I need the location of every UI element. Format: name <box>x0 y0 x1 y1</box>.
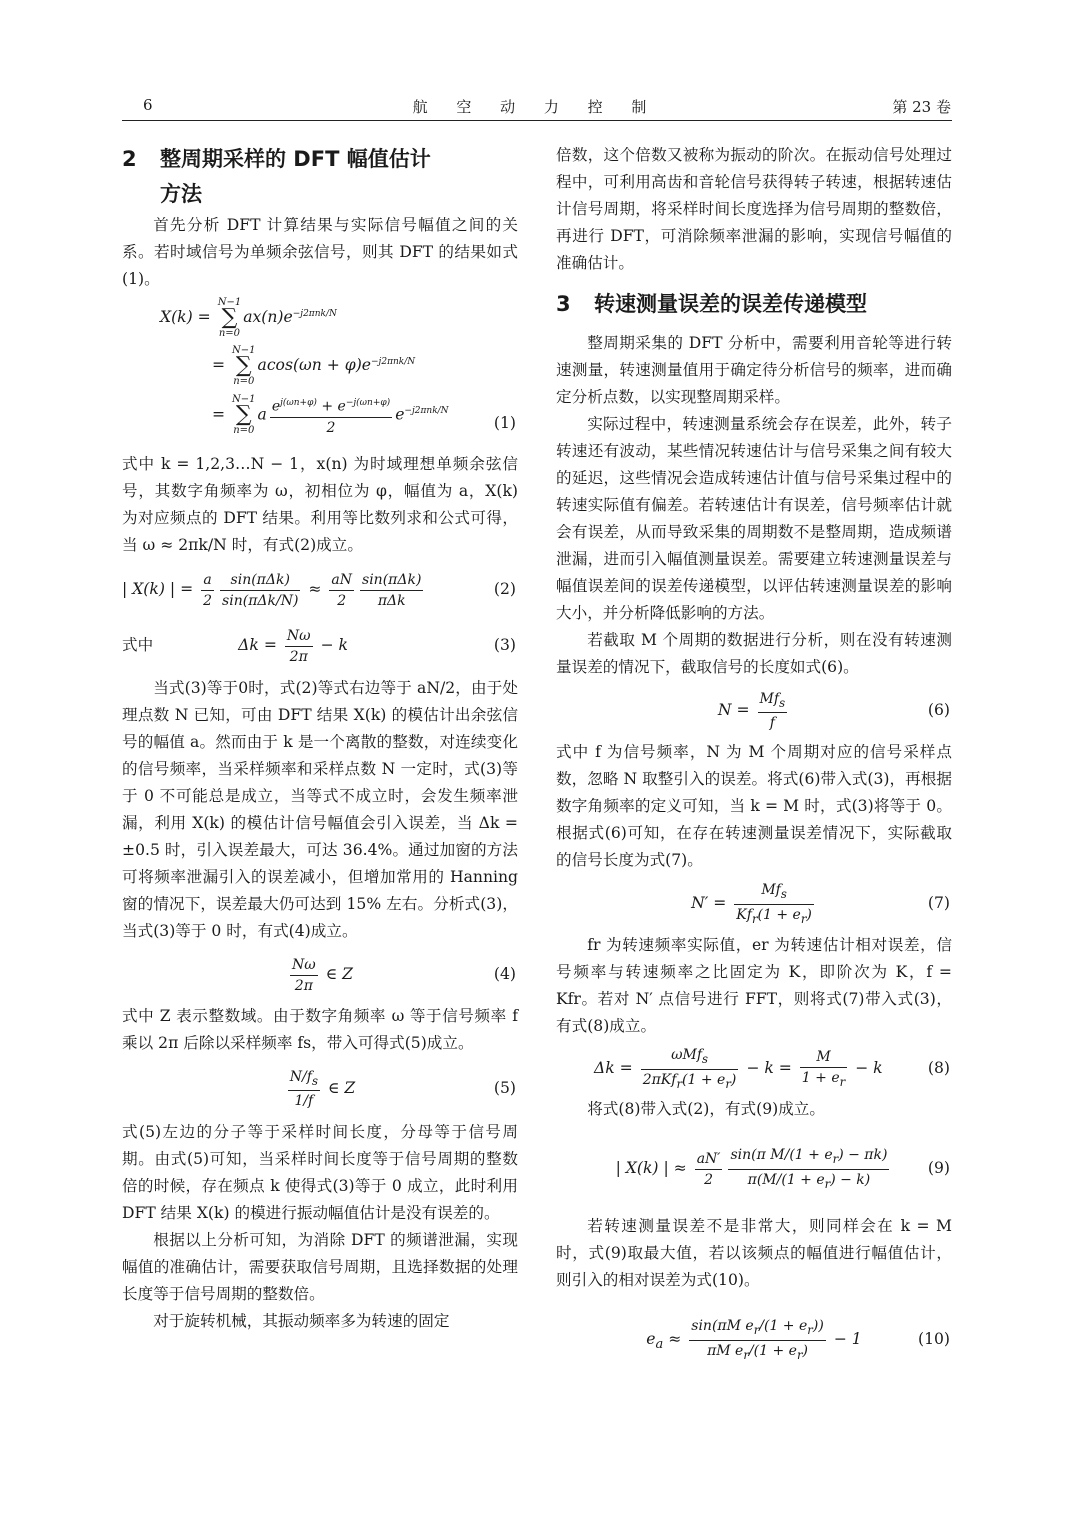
right-column <box>556 142 952 1384</box>
volume-label: 第 23 卷 <box>892 98 951 116</box>
page-number: 6 <box>143 96 153 114</box>
paragraph: 将式(8)带入式(2)，有式(9)成立。 <box>587 1100 825 1118</box>
paragraph: 实际过程中，转速测量系统会存在误差，此外，转子转速还有波动，某些情况转速估计与信号采集之间有较大的延迟，这些情况会造成转速估计值与信号采集过程中的转速实际值有偏差。若转速估计有误差，信号频率估计就会有误差，从而导致采集的周期数不是整周期，造成频谱泄漏，进而引入幅值测量误差。需要建立转速测量误差与幅值误差间的误差传递模型，以评估转速测量误差的影响大小，并分析降低影响的方法。 <box>556 415 952 622</box>
paragraph: 式中 k = 1,2,3…N − 1，x(n) 为时域理想单频余弦信号，其数字角频率为 ω，初相位为 φ，幅值为 a，X(k) 为对应频点的 DFT 结果。利用等比数列求和公式可得，当 ω ≈ 2πk/N 时，有式(2)成立。 <box>122 455 518 554</box>
equation-5: $\frac{N/f_s}{1/f}$ ∈ Z (5) <box>289 1068 516 1110</box>
paragraph: fr 为转速频率实际值，er 为转速估计相对误差，信号频率与转速频率之比固定为 K，即阶次为 K，f = Kfr。若对 N′ 点信号进行 FFT，则将式(7)带入式(3)，有式(8)成立。 <box>556 936 952 1035</box>
equation-8: Δk = $\frac{\omega Mf_s}{2\pi Kf_r(1 + e_r)}$ − k = $\frac{M}{1 + e_r}$ − k (8) <box>594 1046 950 1091</box>
equation-4: $\frac{N\omega}{2\pi}$ ∈ Z (4) <box>292 956 516 994</box>
paragraph: 式(5)左边的分子等于采样时间长度，分母等于信号周期。由式(5)可知，当采样时间长度等于信号周期的整数倍的时候，存在频点 k 使得式(3)等于 0 成立，此时利用 DFT 结果 X(k) 的模进行振动幅值估计是没有误差的。 <box>122 1123 518 1222</box>
journal-title: 航 空 动 力 控 制 <box>412 98 659 116</box>
paragraph: 对于旋转机械，其振动频率多为转速的固定 <box>153 1312 450 1330</box>
paragraph: 当式(3)等于0时，式(2)等式右边等于 aN/2，由于处理点数 N 已知，可由 DFT 结果 X(k) 的模估计出余弦信号的幅值 a。然而由于 k 是一个离散的整数，对连续变化的信号频率，当采样频率和采样点数 N 一定时，式(3)等于 0 不可能总是成立，当等式不成立时，会发生频率泄漏，利用 X(k) 的模估计信号幅值会引入误差，当 Δk = ±0.5 时，引入误差最大，可达 36.4%。通过加窗的方法可将频率泄漏引入的误差减小，但增加常用的 Hanning 窗的情况下，误差最大仍可达到 15% 左右。分析式(3)，当式(3)等于 0 时，有式(4)成立。 <box>122 679 518 940</box>
equation-6: N = $\frac{Mf_s}{f}$ (6) <box>717 690 950 732</box>
paragraph: 首先分析 DFT 计算结果与实际信号幅值之间的关系。若时域信号为单频余弦信号，则其 DFT 的结果如式(1)。 <box>122 216 518 288</box>
equation-10: $e_a$ ≈ $\frac{\sin(\pi M e_r/(1 + e_r))}{\pi M e_r/(1 + e_r)}$ − 1 (10) <box>646 1317 950 1362</box>
equation-9: | X(k) | ≈ $\frac{aN'}{2}$ $\frac{\sin(\pi M/(1 + e_r) - \pi k)}{\pi(M/(1 + e_r) - k)}$ (9) <box>615 1146 950 1191</box>
paragraph: 式中 f 为信号频率，N 为 M 个周期对应的信号采样点数，忽略 N 取整引入的误差。将式(6)带入式(3)，再根据数字角频率的定义可知，当 k = M 时，式(3)将等于 0。根据式(6)可知，在存在转速测量误差情况下，实际截取的信号长度为式(7)。 <box>556 743 952 869</box>
equation-3: 式中 Δk = $\frac{N\omega}{2\pi}$ − k (3) <box>122 627 516 665</box>
equation-2: | X(k) | = $\frac{a}{2}$ $\frac{\text{sin(πΔk)}}{\text{sin(πΔk/N)}}$ ≈ $\frac{aN}{2}$ $\frac{\text{sin(πΔk)}}{\text{πΔk}}$ (2) <box>122 571 516 609</box>
paragraph: 若转速测量误差不是非常大，则同样会在 k = M 时，式(9)取最大值，若以该频点的幅值进行幅值估计，则引入的相对误差为式(10)。 <box>556 1217 952 1289</box>
section-3-heading: 3 转速测量误差的误差传递模型 <box>556 292 867 316</box>
paragraph: 整周期采集的 DFT 分析中，需要利用音轮等进行转速测量，转速测量值用于确定待分析信号的频率，进而确定分析点数，以实现整周期采样。 <box>556 334 952 406</box>
paragraph: 根据以上分析可知，为消除 DFT 的频谱泄漏，实现幅值的准确估计，需要获取信号周期，且选择数据的处理长度等于信号周期的整数倍。 <box>122 1231 518 1303</box>
paragraph: 倍数，这个倍数又被称为振动的阶次。在振动信号处理过程中，可利用高齿和音轮信号获得转子转速，根据转速估计信号周期，将采样时间长度选择为信号周期的整数倍，再进行 DFT，可消除频率泄漏的影响，实现信号幅值的准确估计。 <box>556 146 952 272</box>
equation-1: X(k) = N−1 ∑ $n=0ax(n)e^{-j2\pi nk/N}$ = N−1 ∑ $n=0acos(\omega n + \varphi)e^{-j2\pi nk/N}$ = N−1 ∑ n=0a $\frac{e^{j(\omega n+\varphi)} + e^{-j(\omega n+\varphi)}}{2}$ $e^{-j2\pi nk/N}$ (1) <box>160 297 516 437</box>
section-2-heading: 2 整周期采样的 DFT 幅值估计 方法 <box>122 147 431 206</box>
paragraph: 若截取 M 个周期的数据进行分析，则在没有转速测量误差的情况下，截取信号的长度如式(6)。 <box>556 631 952 676</box>
equation-7: N′ = $\frac{Mf_s}{Kf_r(1 + e_r)}$ (7) <box>691 881 950 926</box>
header-rule <box>122 120 952 121</box>
paragraph: 式中 Z 表示整数域。由于数字角频率 ω 等于信号频率 f 乘以 2π 后除以采样频率 fs，带入可得式(5)成立。 <box>122 1007 518 1052</box>
left-column <box>122 142 518 1335</box>
